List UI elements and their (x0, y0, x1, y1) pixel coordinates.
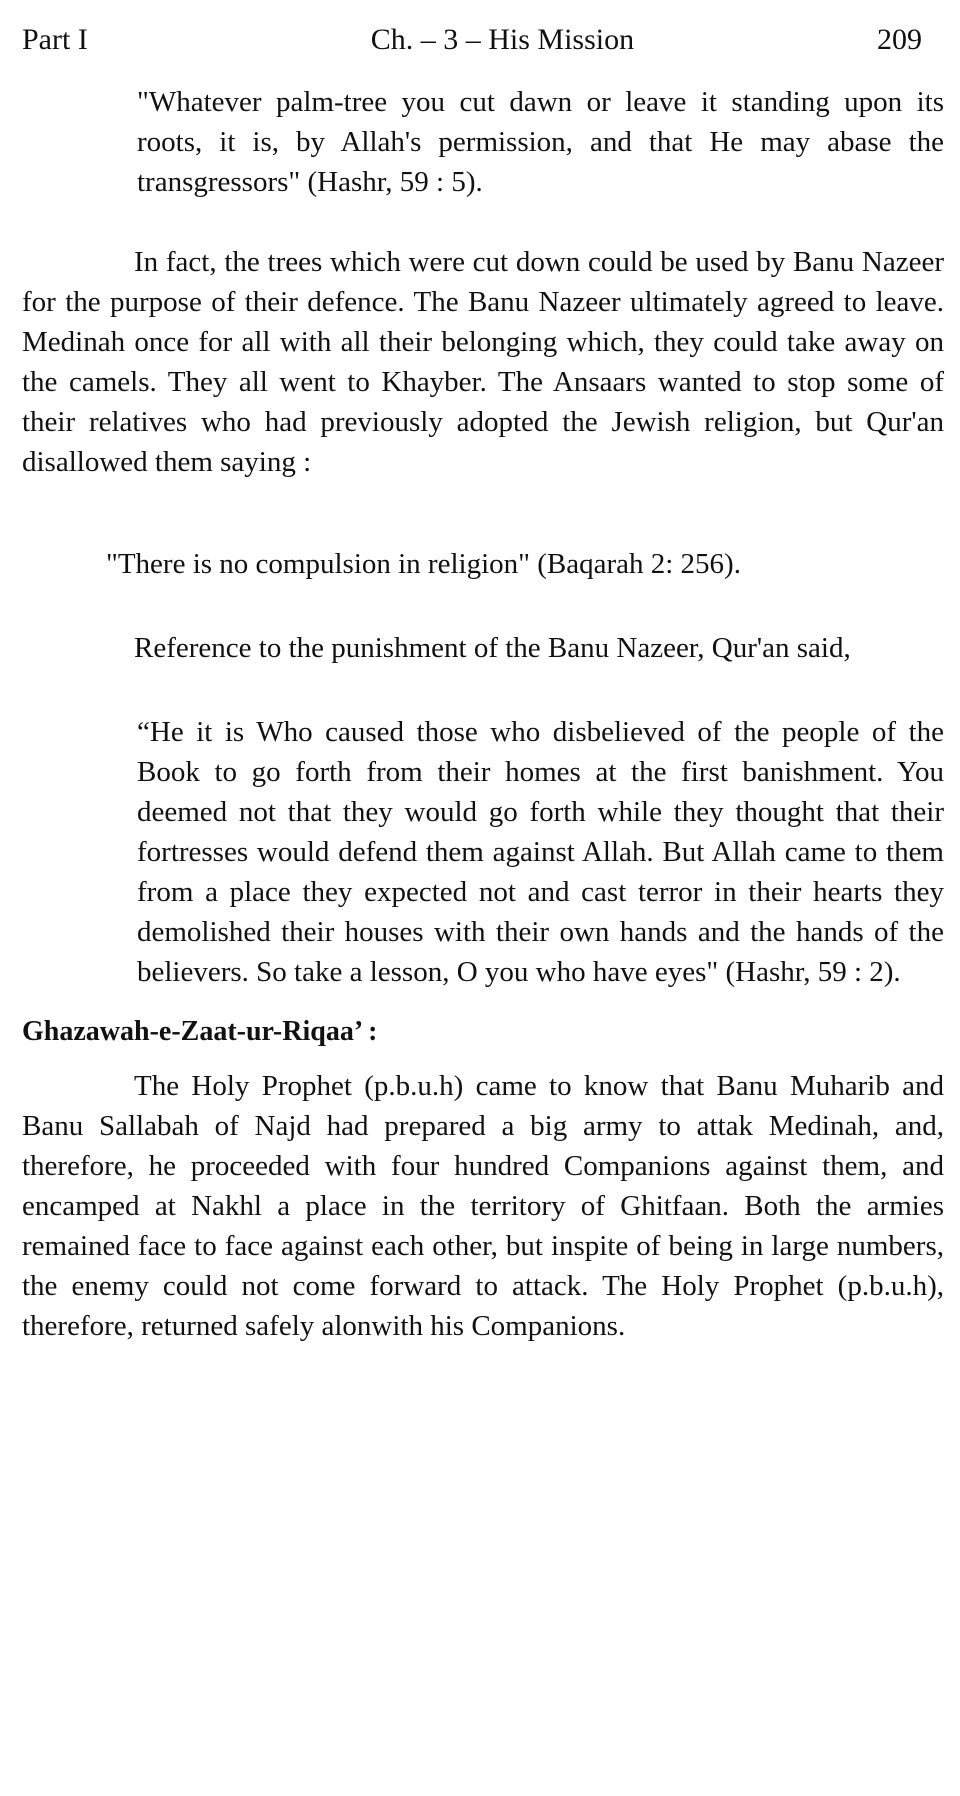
page-number: 209 (877, 23, 922, 56)
part-label: Part I (22, 23, 88, 56)
quote-baqarah: "There is no compulsion in religion" (Baqarah 2: 256). (106, 548, 741, 580)
quote-hashr-5: "Whatever palm-tree you cut dawn or leave it standing upon its roots, it is, by Allah's permission, and that He may abase the transgressors" (Hashr, 59 : 5). (137, 86, 944, 198)
paragraph-reference: Reference to the punishment of the Banu Nazeer, Qur'an said, (134, 632, 851, 664)
paragraph-zaat-ur-riqaa: The Holy Prophet (p.b.u.h) came to know that Banu Muharib and Banu Sallabah of Najd had prepared a big army to attak Medinah, and, therefore, he proceeded with four hundred Companions against them, and encamped at Nakhl a place in the territory of Ghitfaan. Both the armies remained face to face against each other, but inspite of being in large numbers, the enemy could not come forward to attack. The Holy Prophet (p.b.u.h), therefore, returned safely alonwith his Companions. (22, 1070, 944, 1342)
quote-hashr-2: “He it is Who caused those who disbelieved of the people of the Book to go forth from their homes at the first banishment. You deemed not that they would go forth while they thought that their fortresses would defend them against Allah. But Allah came to them from a place they expected not and cast terror in their hearts they demolished their houses with their own hands and the hands of the believers. So take a lesson, O you who have eyes" (Hashr, 59 : 2). (137, 716, 944, 988)
section-heading: Ghazawah-e-Zaat-ur-Riqaa’ : (22, 1016, 378, 1047)
running-header (22, 20, 944, 60)
paragraph-trees: In fact, the trees which were cut down could be used by Banu Nazeer for the purpose of their defence. The Banu Nazeer ultimately agreed to leave. Medinah once for all with all their belonging which, they could take away on the camels. They all went to Khayber. The Ansaars wanted to stop some of their relatives who had previously adopted the Jewish religion, but Qur'an disallowed them saying : (22, 246, 944, 478)
chapter-title: Ch. – 3 – His Mission (370, 23, 635, 56)
